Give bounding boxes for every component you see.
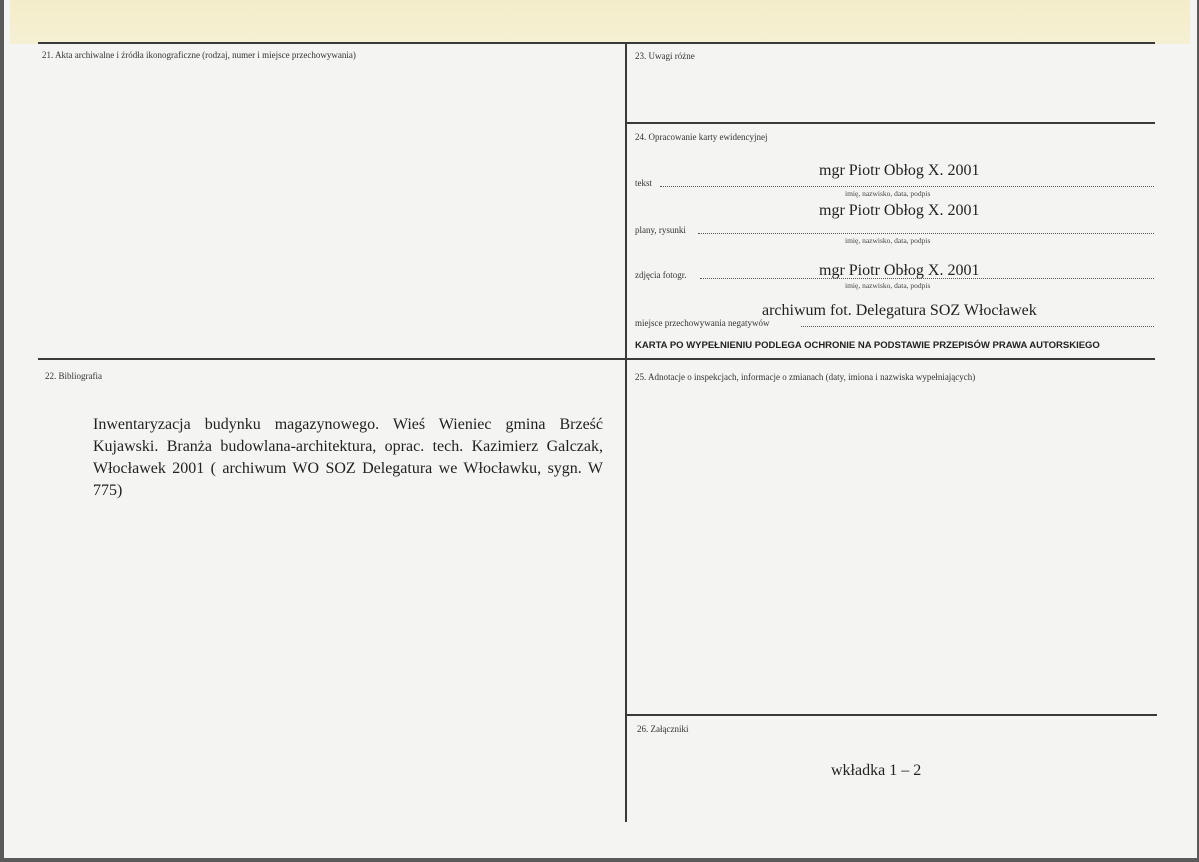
- section-22-label: 22. Bibliografia: [45, 371, 102, 381]
- right-rule-25-26: [626, 714, 1157, 716]
- tekst-value: mgr Piotr Obłog X. 2001: [819, 162, 980, 179]
- tekst-label: tekst: [635, 178, 652, 188]
- section-23-label: 23. Uwagi różne: [635, 51, 695, 61]
- adhesive-tape: [10, 0, 1190, 44]
- zdjecia-line: [700, 278, 1154, 279]
- plany-label: plany, rysunki: [635, 225, 686, 235]
- section-21-label: 21. Akta archiwalne i źródła ikonograficzne (rodzaj, numer i miejsce przechowywania): [42, 50, 356, 60]
- plany-caption: imię, nazwisko, data, podpis: [845, 236, 931, 245]
- plany-value: mgr Piotr Obłog X. 2001: [819, 202, 980, 219]
- copyright-notice: KARTA PO WYPEŁNIENIU PODLEGA OCHRONIE NA PODSTAWIE PRZEPISÓW PRAWA AUTORSKIEGO: [635, 340, 1100, 351]
- negatywy-value: archiwum fot. Delegatura SOZ Włocławek: [762, 302, 1037, 319]
- left-mid-rule: [38, 358, 626, 360]
- tekst-caption: imię, nazwisko, data, podpis: [845, 189, 931, 198]
- right-rule-24-25: [626, 358, 1155, 360]
- section-26-label: 26. Załączniki: [637, 724, 689, 734]
- plany-line: [698, 233, 1154, 234]
- bibliography-text: Inwentaryzacja budynku magazynowego. Wieś Wieniec gmina Brześć Kujawski. Branża budowlana-architektura, oprac. tech. Kazimierz Galczak, Włocławek 2001 ( archiwum WO SOZ Delegatura we Włocławku, sygn. W 775): [93, 416, 603, 499]
- right-rule-23-24: [626, 122, 1155, 124]
- tekst-line: [660, 186, 1154, 187]
- center-divider: [625, 42, 627, 822]
- zdjecia-label: zdjęcia fotogr.: [635, 270, 687, 280]
- top-rule: [38, 42, 1155, 44]
- zdjecia-value: mgr Piotr Obłog X. 2001: [819, 262, 980, 279]
- negatywy-line: [801, 326, 1154, 327]
- attachments-value: wkładka 1 – 2: [831, 762, 922, 779]
- section-25-label: 25. Adnotacje o inspekcjach, informacje o zmianach (daty, imiona i nazwiska wypełniających): [635, 372, 976, 382]
- section-24-label: 24. Opracowanie karty ewidencyjnej: [635, 132, 768, 142]
- negatywy-label: miejsce przechowywania negatywów: [635, 318, 770, 328]
- zdjecia-caption: imię, nazwisko, data, podpis: [845, 281, 931, 290]
